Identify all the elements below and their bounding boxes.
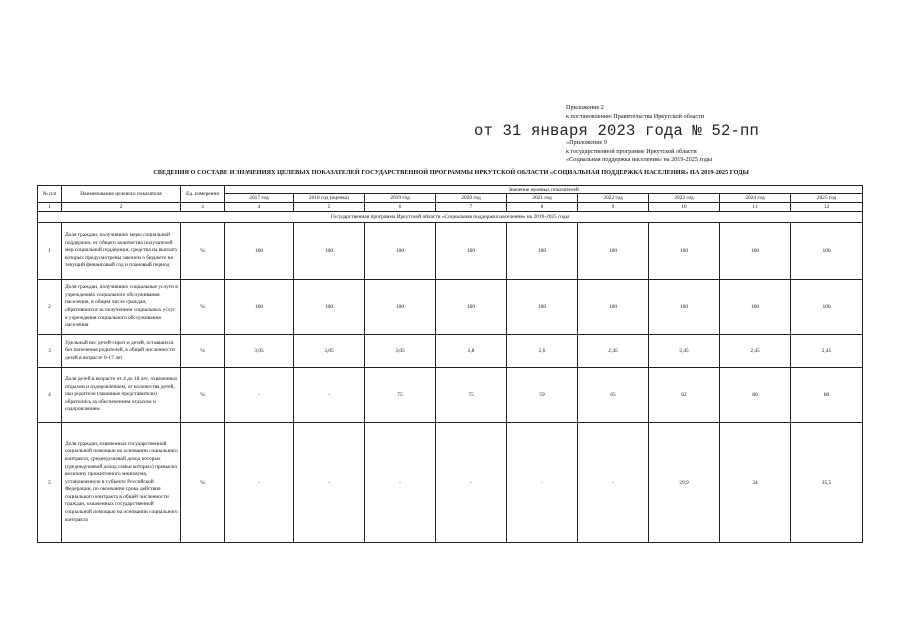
value-cell: 100 (578, 280, 649, 335)
header-row-1 (38, 186, 863, 194)
column-number: 7 (436, 203, 507, 212)
column-number: 3 (181, 203, 225, 212)
value-cell: 2,8 (436, 335, 507, 368)
section-row (38, 212, 863, 223)
value-cell: 100 (507, 223, 578, 280)
indicator-name: Доля детей в возрасте от 4 до 18 лет, охваченных отдыхом и оздоровлением, от количества детей, чьи родители (законные представители) обратились за обеспечением отдыхом и оздоровлением (62, 368, 181, 423)
row-number: 1 (38, 223, 62, 280)
unit-cell: % (181, 368, 225, 423)
year-header: 2018 год (оценка) (294, 194, 365, 203)
value-cell: - (436, 423, 507, 543)
value-cell: 2,45 (791, 335, 863, 368)
row-number: 4 (38, 368, 62, 423)
value-cell: 3,05 (294, 335, 365, 368)
year-header: 2025 год (791, 194, 863, 203)
row-number: 3 (38, 335, 62, 368)
order-stamp: от 31 января 2023 года № 52-пп (474, 122, 760, 140)
value-cell: 2,45 (649, 335, 720, 368)
value-cell: - (365, 423, 436, 543)
column-number: 1 (38, 203, 62, 212)
value-cell: 100 (294, 280, 365, 335)
year-header: 2019 год (365, 194, 436, 203)
row-number: 5 (38, 423, 62, 543)
col-unit-header: Ед. измерения (181, 186, 225, 203)
table-row (38, 223, 863, 280)
table-row (38, 368, 863, 423)
indicator-name: Доля граждан, получивших социальные услуги в учреждениях социального обслуживания населения, в общем числе граждан, обратившихся за получением социальных услуг в учреждения социального обслуживания населения (62, 280, 181, 335)
value-cell: 2,45 (720, 335, 791, 368)
column-number: 12 (791, 203, 863, 212)
value-cell: 100 (294, 223, 365, 280)
appendix-line-1: Приложение 2 (566, 104, 604, 111)
year-header: 2024 год (720, 194, 791, 203)
value-cell: 65 (578, 368, 649, 423)
section-title: Государственная программа Иркутской области «Социальная поддержка населения» на 2019-2025 годы (38, 212, 863, 223)
column-number: 4 (225, 203, 294, 212)
year-header: 2017 год (225, 194, 294, 203)
document-title: СВЕДЕНИЯ О СОСТАВЕ И ЗНАЧЕНИЯХ ЦЕЛЕВЫХ ПОКАЗАТЕЛЕЙ ГОСУДАРСТВЕННОЙ ПРОГРАММЫ ИРКУТСКОЙ ОБЛАСТИ «СОЦИАЛЬНАЯ ПОДДЕРЖКА НАСЕЛЕНИЯ» НА 2019-2025 ГОДЫ (153, 169, 749, 176)
table-row (38, 423, 863, 543)
value-cell: - (225, 368, 294, 423)
value-cell: 80 (720, 368, 791, 423)
year-header: 2020 год (436, 194, 507, 203)
value-cell: 100 (649, 223, 720, 280)
value-cell: 100 (436, 223, 507, 280)
value-cell: 100 (365, 223, 436, 280)
value-cell: 59 (507, 368, 578, 423)
value-cell: 100 (225, 280, 294, 335)
value-cell: 100 (791, 280, 863, 335)
value-cell: 100 (365, 280, 436, 335)
unit-cell: % (181, 223, 225, 280)
value-cell: 100 (578, 223, 649, 280)
column-number: 5 (294, 203, 365, 212)
column-number: 2 (62, 203, 181, 212)
value-cell: 75 (436, 368, 507, 423)
col-values-group-header: Значение целевых показателей (225, 186, 863, 194)
appendix9-line-2: к государственной программе Иркутской области (566, 148, 697, 155)
value-cell: - (294, 368, 365, 423)
value-cell: 100 (649, 280, 720, 335)
indicators-table (37, 185, 863, 543)
value-cell: 2,45 (578, 335, 649, 368)
value-cell: 100 (507, 280, 578, 335)
value-cell: 100 (436, 280, 507, 335)
appendix9-line-1: «Приложение 9 (566, 139, 607, 146)
value-cell: - (225, 423, 294, 543)
value-cell: - (294, 423, 365, 543)
unit-cell: % (181, 335, 225, 368)
value-cell: 80 (791, 368, 863, 423)
col-num-header: № п/п (38, 186, 62, 203)
appendix9-line-3: «Социальная поддержка населения» на 2019-2025 годы (566, 156, 713, 163)
year-header: 2022 год (578, 194, 649, 203)
value-cell: 29,9 (649, 423, 720, 543)
column-number: 9 (578, 203, 649, 212)
unit-cell: % (181, 423, 225, 543)
column-number: 11 (720, 203, 791, 212)
value-cell: 100 (791, 223, 863, 280)
indicator-name: Доля граждан, получивших меры социальной поддержки, от общего количества получателей мер социальной поддержки, средства на выплату которых предусмотрены законом о бюджете на текущий финансовый год и плановый период (62, 223, 181, 280)
table-row (38, 335, 863, 368)
value-cell: 75 (365, 368, 436, 423)
column-number: 10 (649, 203, 720, 212)
column-number: 6 (365, 203, 436, 212)
table-row (38, 280, 863, 335)
value-cell: 100 (225, 223, 294, 280)
row-number: 2 (38, 280, 62, 335)
indicator-name: Доля граждан, охваченных государственной социальной помощью на основании социального контракта, среднедушевой доход которых (среднедушевой доход семьи которых) превысил величину прожиточного минимума, установленную в субъекте Российской Федерации, по окончании срока действия социального контракта в общей численности граждан, охваченных государственной социальной помощью на основании социального контракта (62, 423, 181, 543)
year-header: 2023 год (649, 194, 720, 203)
value-cell: 35,5 (791, 423, 863, 543)
column-numbers-row (38, 203, 863, 212)
year-header: 2021 год (507, 194, 578, 203)
value-cell: 62 (649, 368, 720, 423)
value-cell: 100 (720, 223, 791, 280)
column-number: 8 (507, 203, 578, 212)
unit-cell: % (181, 280, 225, 335)
appendix-line-2: к постановлению Правительства Иркутской области (566, 113, 705, 120)
value-cell: 34 (720, 423, 791, 543)
col-name-header: Наименование целевого показателя (62, 186, 181, 203)
value-cell: 3,05 (365, 335, 436, 368)
value-cell: 3,05 (225, 335, 294, 368)
value-cell: - (578, 423, 649, 543)
value-cell: 2,6 (507, 335, 578, 368)
value-cell: 100 (720, 280, 791, 335)
indicator-name: Удельный вес детей-сирот и детей, оставшихся без попечения родителей, в общей численности детей в возрасте 0-17 лет (62, 335, 181, 368)
value-cell: - (507, 423, 578, 543)
